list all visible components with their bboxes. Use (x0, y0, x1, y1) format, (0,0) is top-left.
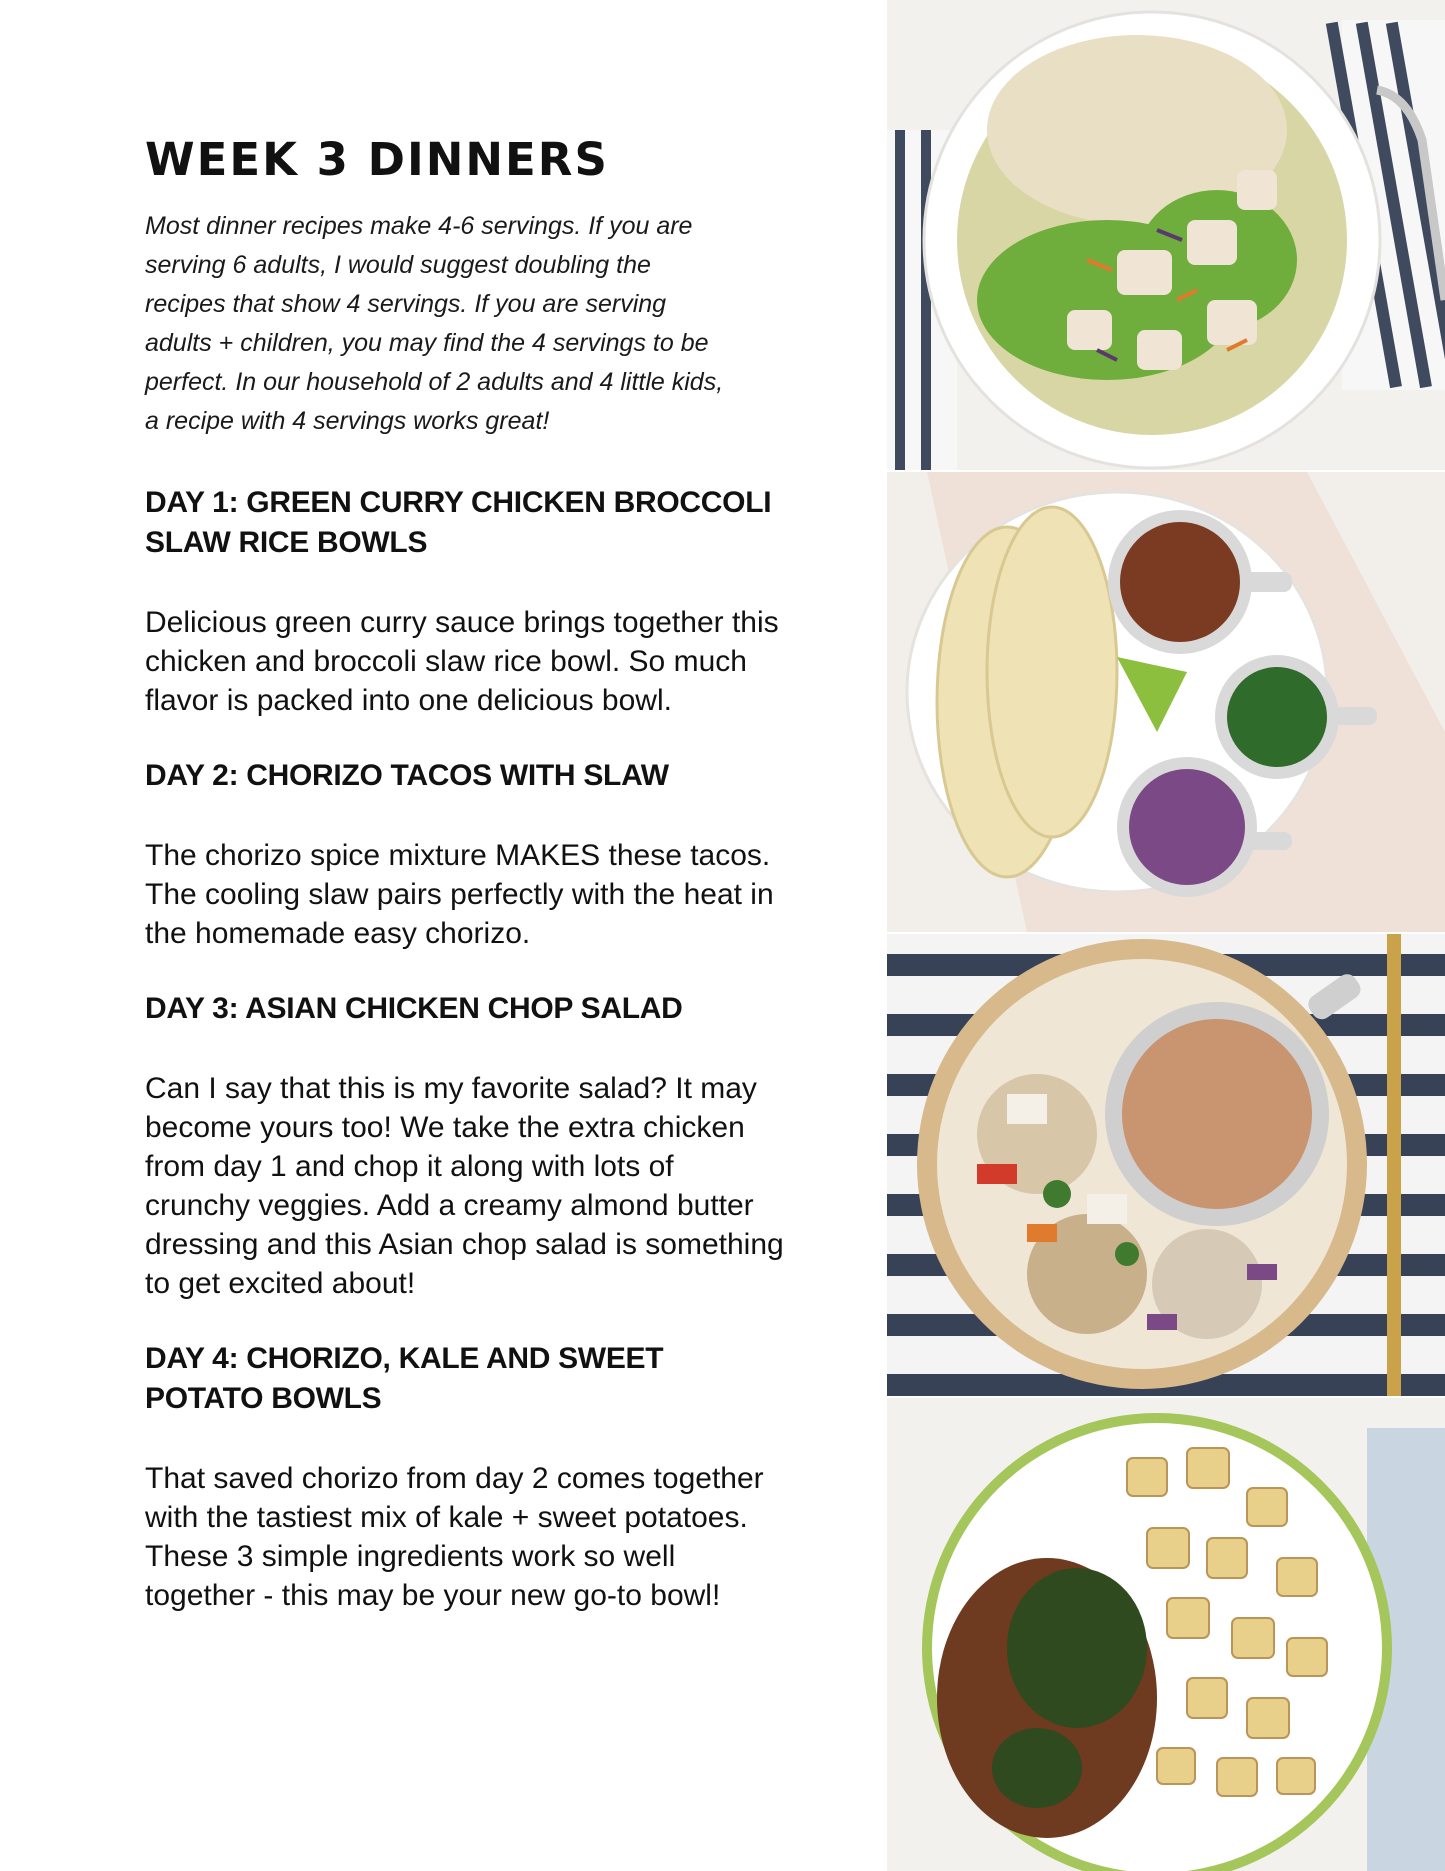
page-title: WEEK 3 DINNERS (145, 133, 609, 186)
gold-fork (1387, 934, 1401, 1396)
asian-chop-salad-photo (887, 934, 1445, 1396)
chorizo-tacos-photo (887, 472, 1445, 932)
day-2-description: The chorizo spice mixture MAKES these tacos. The cooling slaw pairs perfectly with the heat in the homemade easy chorizo. (145, 838, 774, 950)
day-4-heading: DAY 4: CHORIZO, KALE AND SWEET POTATO BOWLS (145, 1341, 664, 1415)
chorizo-and-kale (937, 1558, 1157, 1838)
photo-column (887, 0, 1445, 1871)
intro-paragraph: Most dinner recipes make 4-6 servings. If you are serving 6 adults, I would suggest doubling the recipes that show 4 servings. If you are serving adults + children, you may find the 4 servings to be perfect. In our household of 2 adults and 4 little kids, a recipe with 4 servings works great! (145, 211, 724, 435)
chorizo-sweet-potato-bowl-photo (887, 1398, 1445, 1871)
day-3-heading: DAY 3: ASIAN CHICKEN CHOP SALAD (145, 991, 683, 1025)
day-3-description: Can I say that this is my favorite salad? It may become yours too! We take the extra chicken from day 1 and chop it along with lots of crunchy veggies. Add a creamy almond butter dressing and this Asian chop salad is something to get excited about! (145, 1071, 784, 1300)
day-2-heading: DAY 2: CHORIZO TACOS WITH SLAW (145, 758, 669, 792)
day-1-description: Delicious green curry sauce brings together this chicken and broccoli slaw rice bowl. So much flavor is packed into one delicious bowl. (145, 605, 779, 717)
text-column (145, 135, 785, 1615)
day-1-heading: DAY 1: GREEN CURRY CHICKEN BROCCOLI SLAW RICE BOWLS (145, 485, 772, 559)
curry-chicken-bowl-photo (887, 0, 1445, 470)
day-4-description: That saved chorizo from day 2 comes together with the tastiest mix of kale + sweet potatoes. These 3 simple ingredients work so well together - this may be your new go-to bowl! (145, 1461, 764, 1612)
